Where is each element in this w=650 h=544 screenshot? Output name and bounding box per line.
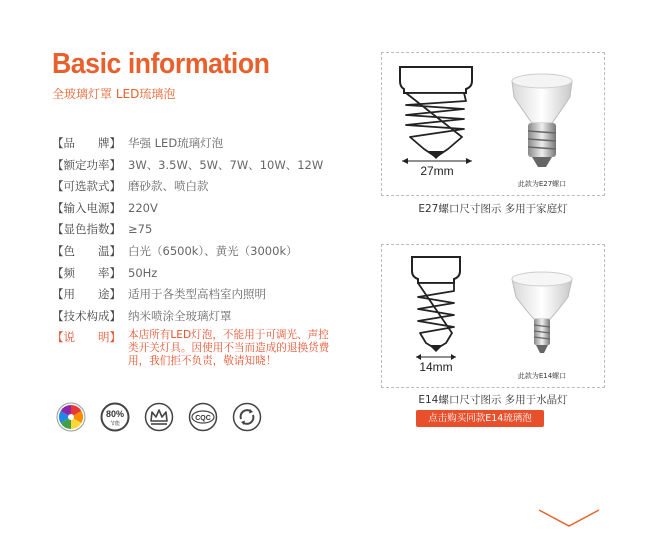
spec-value: 220V [128,200,158,215]
spec-row-cri [52,221,382,243]
cqc-text: CQC [195,415,211,422]
e14-caption: E14螺口尺寸图示 多用于水晶灯 [418,394,568,406]
energy-saving-icon [100,402,130,432]
e14-diagram [382,245,604,387]
spec-label: 【额定功率】 [52,157,121,172]
spec-label: 【可选款式】 [52,179,121,194]
e14-photo-note: 此款为E14螺口 [517,372,567,380]
scroll-down-chevron-icon[interactable] [537,506,601,530]
spec-value: 纳米喷涂全玻璃灯罩 [128,308,232,323]
spec-row-notice [52,329,382,368]
buy-e14-button[interactable]: 点击购买同款E14琉璃泡 [416,410,544,427]
spec-value: 适用于各类型高档室内照明 [128,287,266,302]
energy-label: 节能 [109,421,121,427]
spec-label: 【说 明】 [52,330,121,345]
e27-diagram-panel [381,52,605,196]
spec-label: 【技术构成】 [52,308,121,323]
spec-label: 【用 途】 [52,287,121,302]
spec-label: 【频 率】 [52,265,121,280]
e27-dimension-label: 27mm [420,164,454,178]
recycle-icon [232,402,262,432]
spec-value: 3W、3.5W、5W、7W、10W、12W [128,157,324,172]
spec-row-usage [52,286,382,308]
color-wheel-icon [56,402,86,432]
energy-percent: 80% [105,409,125,419]
crown-quality-icon [144,402,174,432]
e14-dimension-label: 14mm [419,360,453,374]
spec-row-style [52,178,382,200]
spec-label: 【色 温】 [52,243,121,258]
spec-row-color-temp [52,243,382,265]
spec-row-power [52,157,382,179]
e14-diagram-panel [381,244,605,388]
spec-row-technology [52,308,382,330]
notice-text: 本店所有LED灯泡，不能用于可调光、声控类开关灯具。因使用不当而造成的退换货费用，我们拒不负责，敬请知晓！ [128,329,330,368]
spec-value: 磨砂款、喷白款 [128,179,209,194]
page-subtitle: 全玻璃灯罩 LED琉璃泡 [52,87,176,101]
spec-label: 【输入电源】 [52,200,121,215]
e27-caption: E27螺口尺寸图示 多用于家庭灯 [418,203,568,215]
spec-row-frequency [52,265,382,287]
e27-photo-note: 此款为E27螺口 [517,180,567,188]
page-title: Basic information [52,48,270,80]
spec-row-brand [52,135,382,157]
spec-label: 【品 牌】 [52,136,121,150]
spec-value: ≥75 [128,222,153,237]
spec-list [52,135,382,368]
spec-label: 【显色指数】 [52,222,121,237]
cqc-certification-icon [188,402,218,432]
spec-value: 白光（6500k）、黄光（3000k） [128,243,298,258]
spec-value: 华强 LED琉璃灯泡 [128,136,224,150]
certification-icons [56,402,262,432]
spec-value: 50Hz [128,265,158,280]
spec-row-voltage [52,200,382,222]
e27-diagram [382,53,604,195]
